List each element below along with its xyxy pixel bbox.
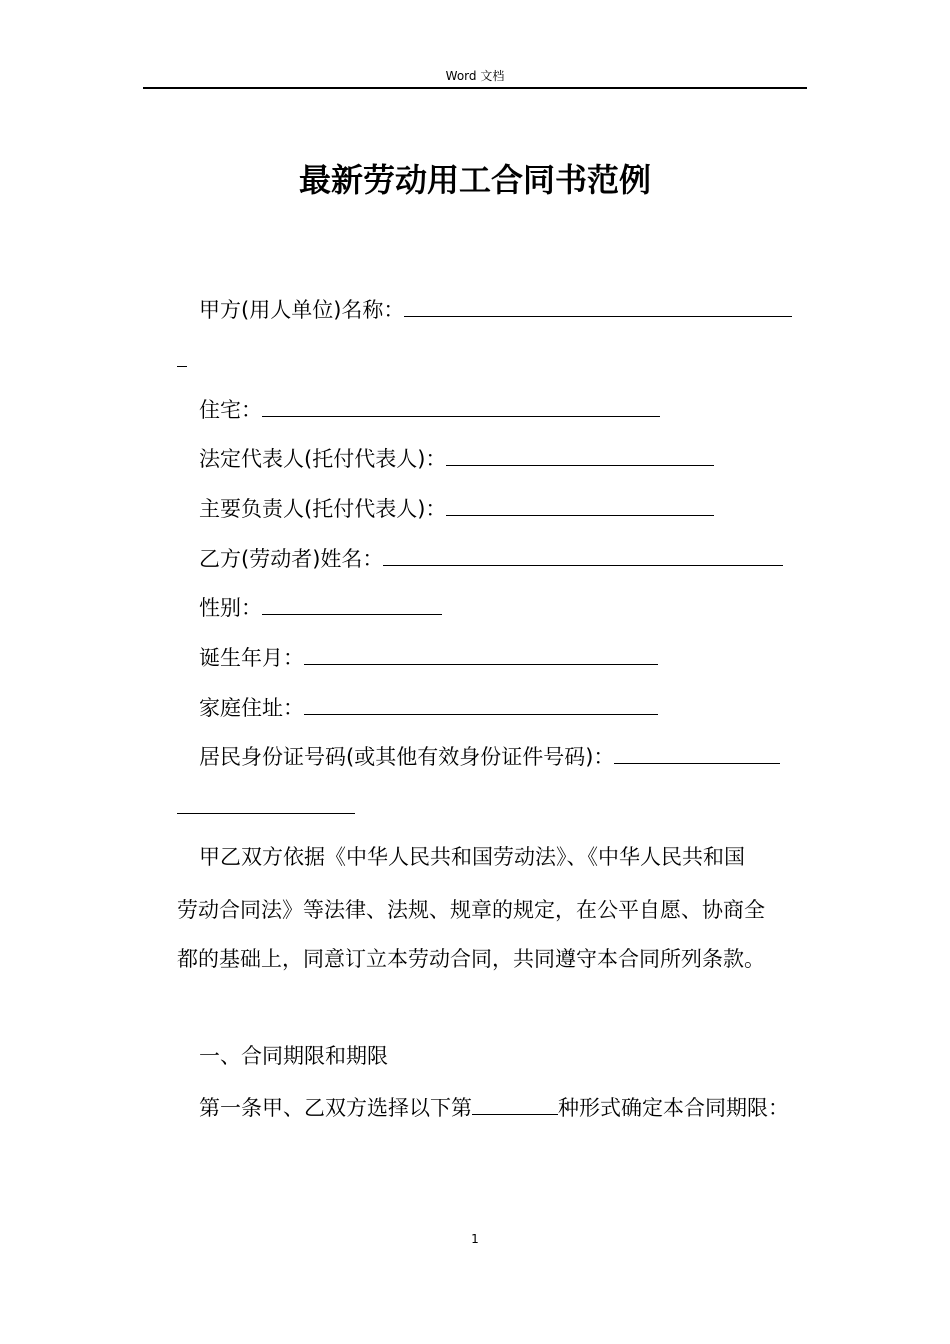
page-number: 1 [471, 1232, 479, 1246]
party-b-name-blank[interactable] [383, 545, 783, 566]
birth-label: 诞生年月： [199, 646, 304, 670]
header-text: Word 文档 [445, 69, 505, 83]
section-1-heading: 一、合同期限和期限 [199, 1044, 388, 1068]
gender-label: 性别： [199, 596, 262, 620]
main-person-label: 主要负责人(托付代表人)： [199, 497, 447, 521]
article-1-text-after: 种形式确定本合同期限： [558, 1096, 789, 1120]
intro-paragraph-line-2: 劳动合同法》等法律、法规、规章的规定，在公平自愿、协商全 [177, 898, 765, 922]
legal-rep-blank[interactable] [446, 445, 714, 466]
article-1-text-before: 第一条甲、乙双方选择以下第 [199, 1096, 472, 1120]
birth-blank[interactable] [304, 644, 658, 665]
party-a-name-continuation [177, 345, 187, 375]
header-rule [143, 87, 807, 89]
party-b-name-row [199, 544, 783, 574]
birth-row [199, 643, 658, 673]
gender-blank[interactable] [262, 594, 442, 615]
party-a-name-blank[interactable] [404, 296, 792, 317]
home-address-row [199, 693, 658, 723]
legal-rep-label: 法定代表人(托付代表人)： [199, 447, 447, 471]
party-a-name-row [199, 295, 792, 325]
party-b-name-label: 乙方(劳动者)姓名： [199, 547, 384, 571]
article-1-row [199, 1093, 789, 1123]
party-a-name-label: 甲方(用人单位)名称： [199, 298, 405, 322]
intro-paragraph-line-1: 甲乙双方依据《中华人民共和国劳动法》、《中华人民共和国 [199, 845, 745, 869]
article-1-blank[interactable] [472, 1094, 558, 1115]
id-number-blank-continued[interactable] [177, 793, 355, 814]
residence-blank[interactable] [262, 396, 660, 417]
residence-row [199, 395, 660, 425]
id-number-blank[interactable] [614, 743, 780, 764]
id-number-continuation [177, 792, 355, 822]
legal-rep-row [199, 444, 714, 474]
id-number-label: 居民身份证号码(或其他有效身份证件号码)： [199, 745, 615, 769]
main-person-row [199, 494, 714, 524]
id-number-row [199, 742, 780, 772]
document-title: 最新劳动用工合同书范例 [298, 161, 651, 199]
party-a-name-blank-continued[interactable] [177, 346, 187, 367]
gender-row [199, 593, 442, 623]
main-person-blank[interactable] [446, 495, 714, 516]
intro-paragraph-line-3: 都的基础上，同意订立本劳动合同，共同遵守本合同所列条款。 [177, 947, 765, 971]
residence-label: 住宅： [199, 398, 262, 422]
home-address-label: 家庭住址： [199, 696, 304, 720]
home-address-blank[interactable] [304, 694, 658, 715]
